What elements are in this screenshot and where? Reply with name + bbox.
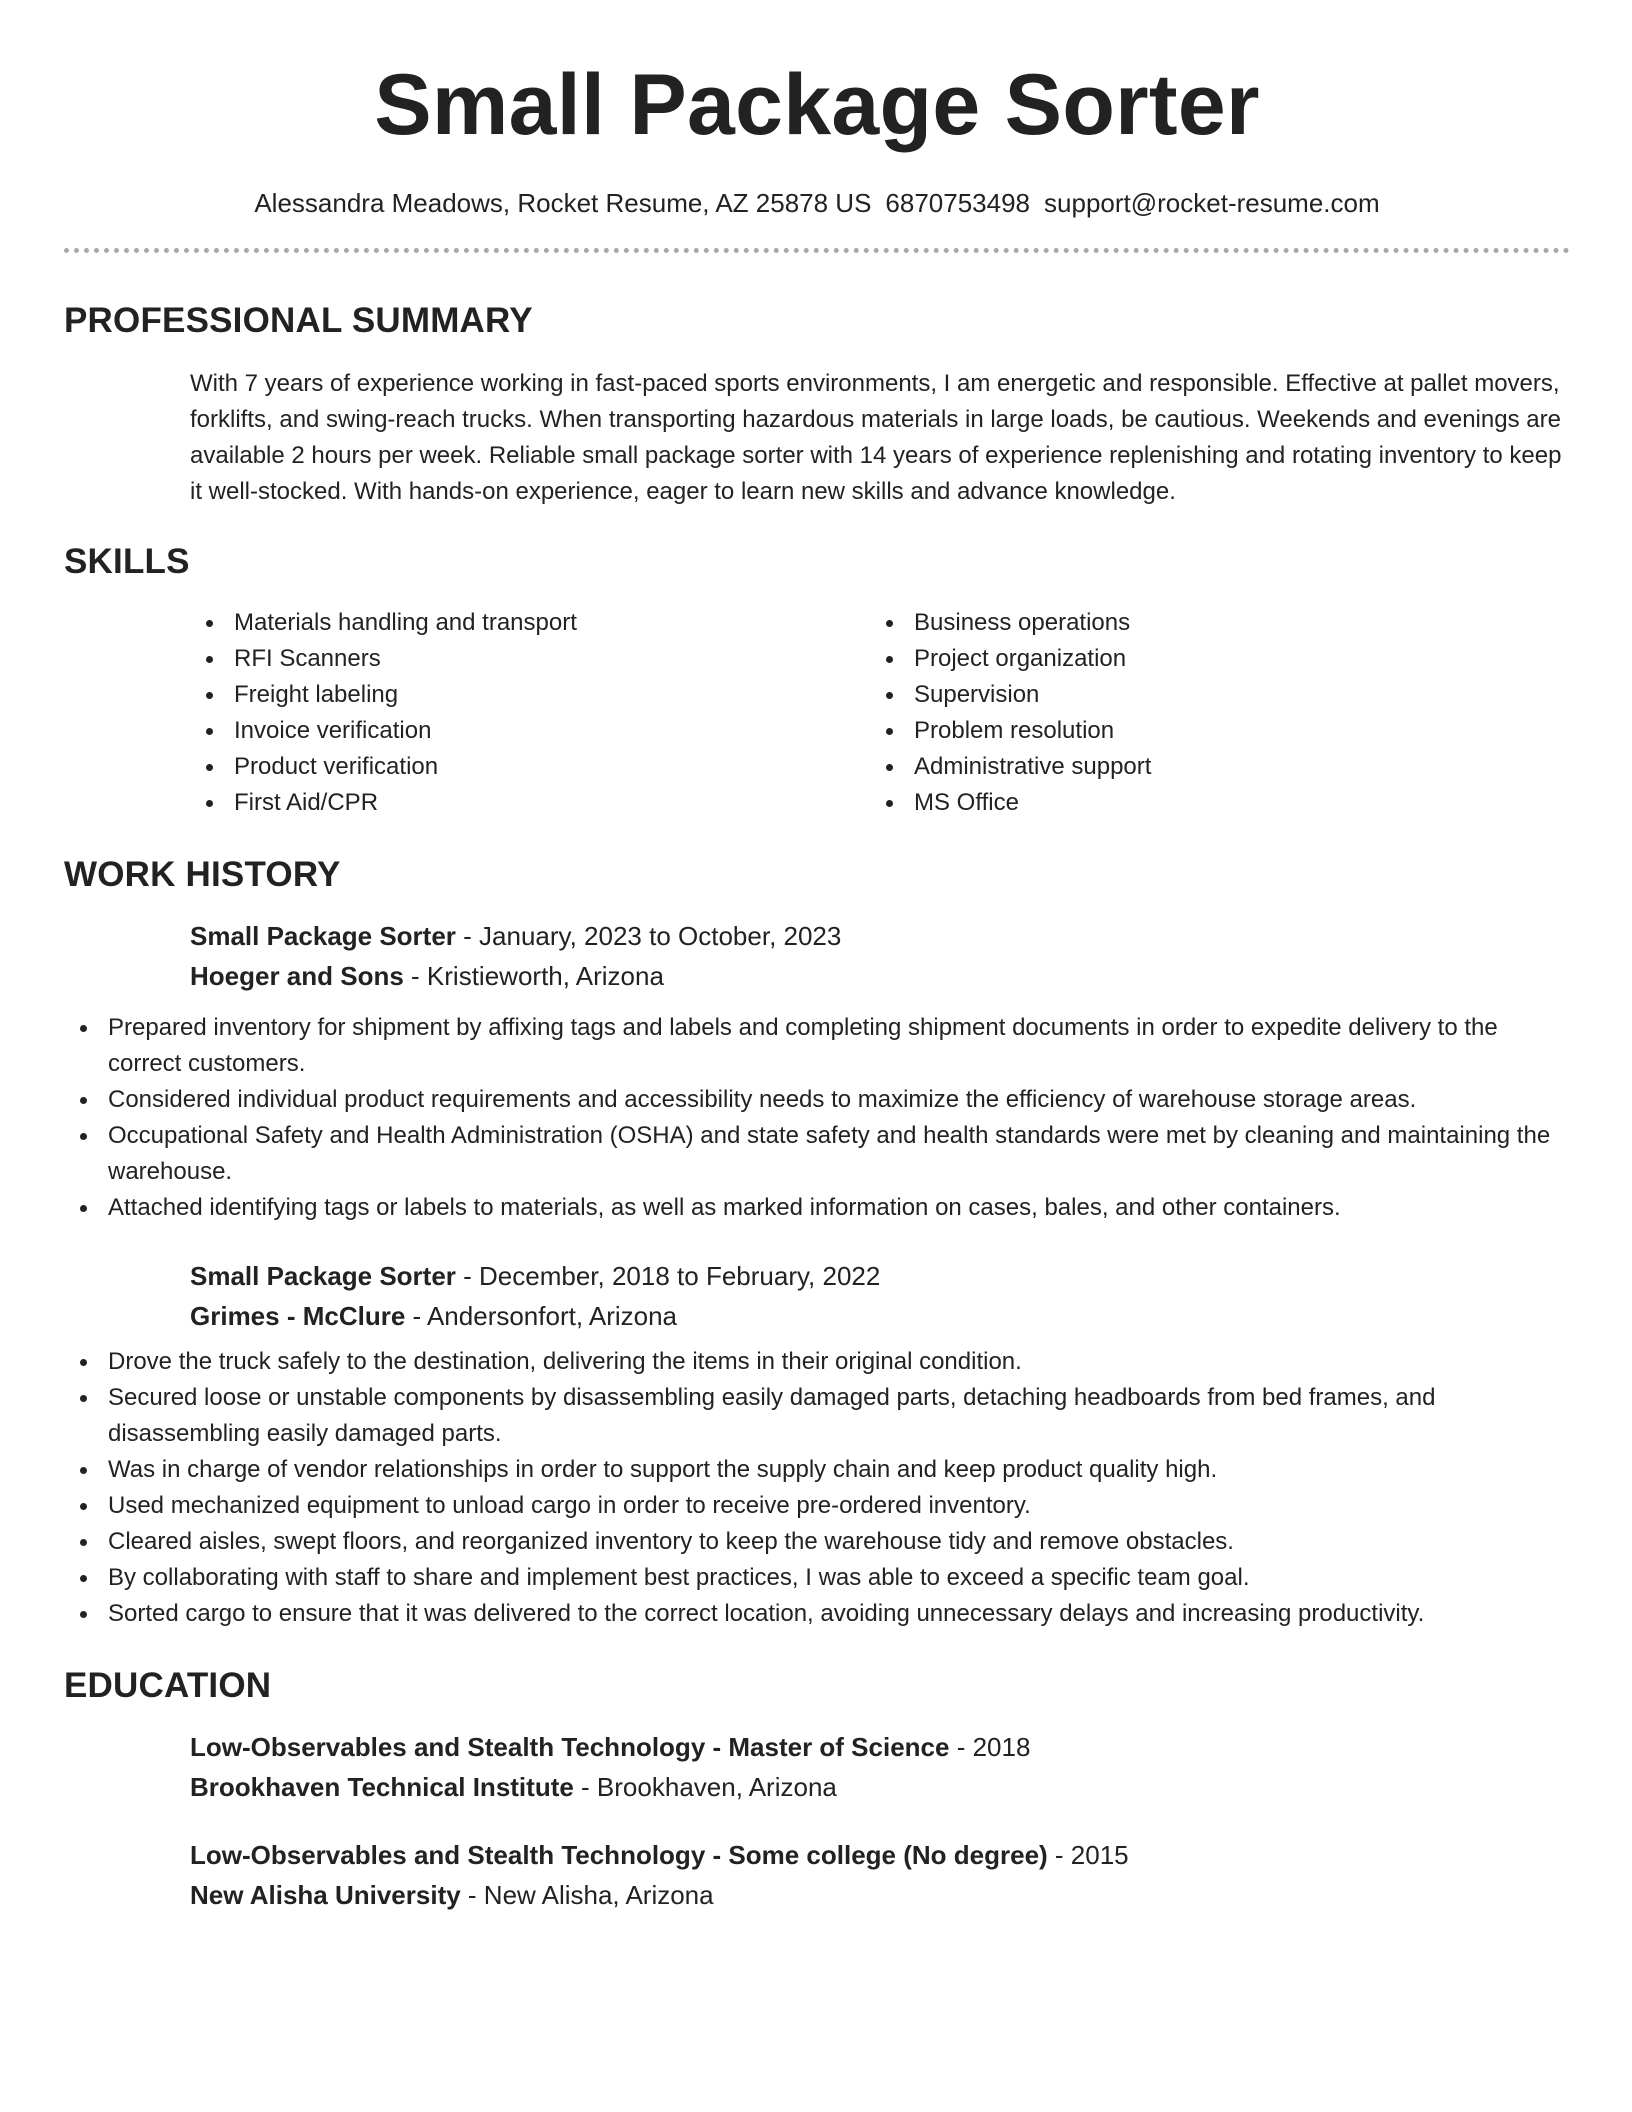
resume-title: Small Package Sorter	[374, 57, 1260, 153]
skills-column-right	[870, 605, 1550, 821]
job-company: Hoeger and Sons	[190, 961, 404, 991]
job-position: Small Package Sorter	[190, 1261, 456, 1291]
education-heading: EDUCATION	[64, 1666, 272, 1705]
skills-list	[190, 605, 1570, 821]
job-dates: - January, 2023 to October, 2023	[455, 921, 842, 951]
education-entry	[190, 1835, 1570, 1915]
skill-item: MS Office	[870, 785, 1550, 821]
job-title-line	[190, 916, 1570, 956]
skill-item: RFI Scanners	[190, 641, 870, 677]
job-bullet: Cleared aisles, swept floors, and reorganized inventory to keep the warehouse tidy and remove obstacles.	[64, 1524, 1570, 1560]
job-dates: - December, 2018 to February, 2022	[455, 1261, 881, 1291]
education-school-line	[190, 1875, 1570, 1915]
summary-text: With 7 years of experience working in fast-paced sports environments, I am energetic and responsible. Effective at pallet movers, forklifts, and swing-reach trucks. When transporting hazardous materials in large loads, be cautious. Weekends and evenings are available 2 hours per week. Reliable small package sorter with 14 years of experience replenishing and rotating inventory to keep it well-stocked. With hands-on experience, eager to learn new skills and advance knowledge.	[190, 370, 1562, 505]
job-bullet: Secured loose or unstable components by disassembling easily damaged parts, detaching headboards from bed frames, and disassembling easily damaged parts.	[64, 1380, 1570, 1452]
contact-phone: 6870753498	[885, 188, 1031, 218]
education-school-line	[190, 1767, 1570, 1807]
skill-item: Product verification	[190, 749, 870, 785]
job-bullet: By collaborating with staff to share and implement best practices, I was able to exceed a specific team goal.	[64, 1560, 1570, 1596]
education-school: Brookhaven Technical Institute	[190, 1772, 574, 1802]
education-degree: Low-Observables and Stealth Technology - Some college (No degree)	[190, 1840, 1048, 1870]
job-bullet: Used mechanized equipment to unload cargo in order to receive pre-ordered inventory.	[64, 1488, 1570, 1524]
job-company-line	[190, 1296, 1570, 1336]
job-position: Small Package Sorter	[190, 921, 456, 951]
skill-item: Invoice verification	[190, 713, 870, 749]
education-year: - 2018	[949, 1732, 1031, 1762]
skill-item: Supervision	[870, 677, 1550, 713]
job-bullet: Sorted cargo to ensure that it was delivered to the correct location, avoiding unnecessary delays and increasing productivity.	[64, 1596, 1570, 1632]
job-bullet: Prepared inventory for shipment by affixing tags and labels and completing shipment documents in order to expedite delivery to the correct customers.	[64, 1010, 1570, 1082]
education-degree-line	[190, 1727, 1570, 1767]
skill-item: Administrative support	[870, 749, 1550, 785]
job-bullets	[64, 1344, 1570, 1632]
skill-item: Project organization	[870, 641, 1550, 677]
job-bullet: Was in charge of vendor relationships in order to support the supply chain and keep product quality high.	[64, 1452, 1570, 1488]
job-entry	[190, 1256, 1570, 1336]
education-entry	[190, 1727, 1570, 1807]
skills-heading: SKILLS	[64, 542, 190, 581]
education-location: - Brookhaven, Arizona	[573, 1772, 837, 1802]
contact-email: support@rocket-resume.com	[1044, 188, 1380, 218]
education-school: New Alisha University	[190, 1880, 461, 1910]
job-bullet: Occupational Safety and Health Administration (OSHA) and state safety and health standards were met by cleaning and maintaining the warehouse.	[64, 1118, 1570, 1190]
job-bullets	[64, 1010, 1570, 1226]
skill-item: First Aid/CPR	[190, 785, 870, 821]
job-company: Grimes - McClure	[190, 1301, 406, 1331]
education-degree: Low-Observables and Stealth Technology - Master of Science	[190, 1732, 950, 1762]
job-title-line	[190, 1256, 1570, 1296]
skill-item: Business operations	[870, 605, 1550, 641]
job-company-line	[190, 956, 1570, 996]
header-divider	[64, 248, 1570, 253]
job-bullet: Attached identifying tags or labels to materials, as well as marked information on cases, bales, and other containers.	[64, 1190, 1570, 1226]
contact-address: Alessandra Meadows, Rocket Resume, AZ 25878 US	[254, 188, 872, 218]
contact-line	[64, 190, 1570, 216]
job-location: - Andersonfort, Arizona	[405, 1301, 678, 1331]
skills-column-left	[190, 605, 870, 821]
work-history-heading: WORK HISTORY	[64, 855, 341, 894]
job-bullet: Considered individual product requirements and accessibility needs to maximize the efficiency of warehouse storage areas.	[64, 1082, 1570, 1118]
skill-item: Materials handling and transport	[190, 605, 870, 641]
skill-item: Freight labeling	[190, 677, 870, 713]
education-degree-line	[190, 1835, 1570, 1875]
job-bullet: Drove the truck safely to the destination, delivering the items in their original condition.	[64, 1344, 1570, 1380]
job-location: - Kristieworth, Arizona	[403, 961, 664, 991]
education-year: - 2015	[1047, 1840, 1129, 1870]
summary-heading: PROFESSIONAL SUMMARY	[64, 301, 533, 340]
education-location: - New Alisha, Arizona	[460, 1880, 714, 1910]
job-entry	[190, 916, 1570, 996]
skill-item: Problem resolution	[870, 713, 1550, 749]
